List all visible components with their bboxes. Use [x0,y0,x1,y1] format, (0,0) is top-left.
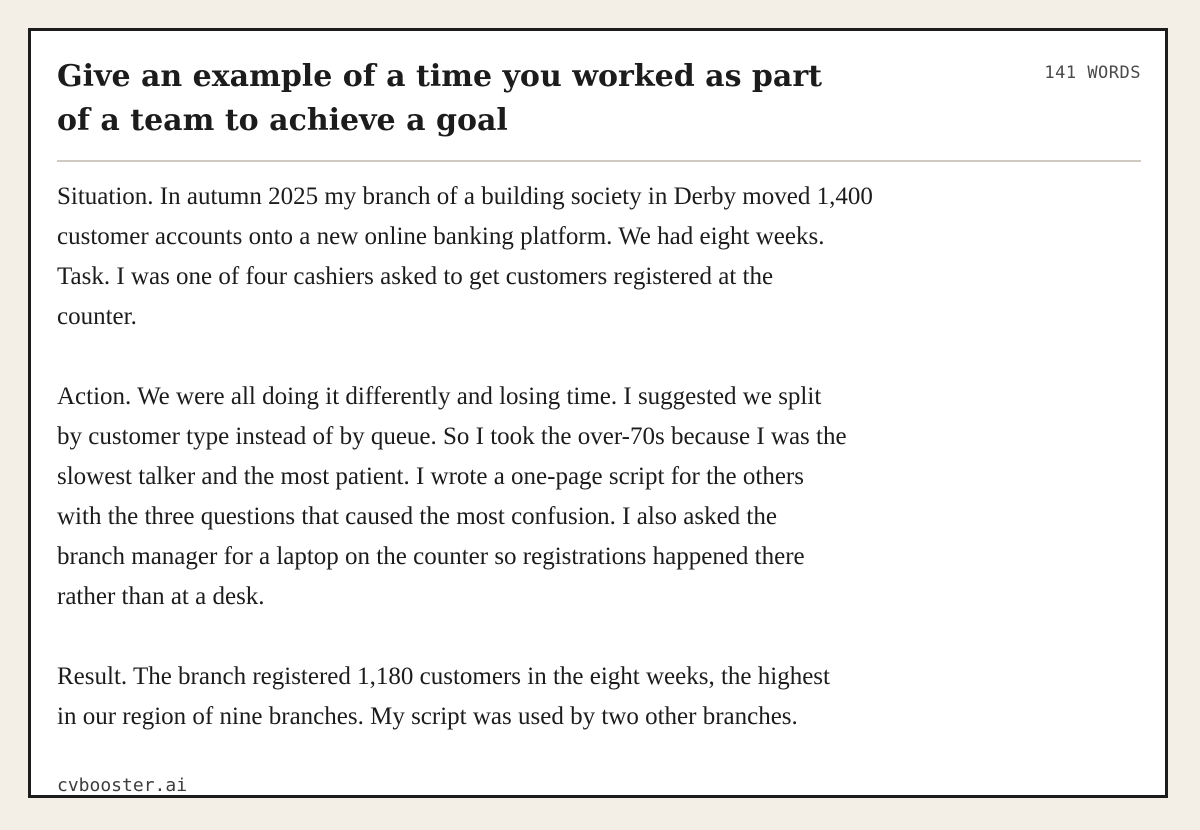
answer-line: by customer type instead of by queue. So I took the over-70s because I was the [57,423,847,450]
answer-line: Situation. In autumn 2025 my branch of a building society in Derby moved 1,400 [57,183,873,210]
paragraph-gap [57,337,1057,377]
answer-body [57,177,1057,737]
word-count-label: 141 WORDS [1044,63,1141,83]
result-paragraph [57,657,1057,737]
answer-line: with the three questions that caused the most confusion. I also asked the [57,503,777,530]
question-title-line-2: of a team to achieve a goal [57,103,508,138]
question-title-line-1: Give an example of a time you worked as part [57,59,822,94]
situation-task-paragraph [57,177,1057,337]
answer-line: Result. The branch registered 1,180 customers in the eight weeks, the highest [57,663,830,690]
answer-line: branch manager for a laptop on the counter so registrations happened there [57,543,805,570]
question-title [57,55,877,143]
answer-line: counter. [57,303,137,330]
brand-footer: cvbooster.ai [57,775,188,796]
answer-line: in our region of nine branches. My script was used by two other branches. [57,703,798,730]
answer-line: Task. I was one of four cashiers asked to get customers registered at the [57,263,774,290]
answer-line: slowest talker and the most patient. I wrote a one-page script for the others [57,463,804,490]
paragraph-gap [57,617,1057,657]
answer-line: Action. We were all doing it differently and losing time. I suggested we split [57,383,822,410]
answer-line: customer accounts onto a new online banking platform. We had eight weeks. [57,223,825,250]
answer-card [28,28,1168,798]
answer-line: rather than at a desk. [57,583,265,610]
title-divider [57,160,1141,162]
action-paragraph [57,377,1057,617]
